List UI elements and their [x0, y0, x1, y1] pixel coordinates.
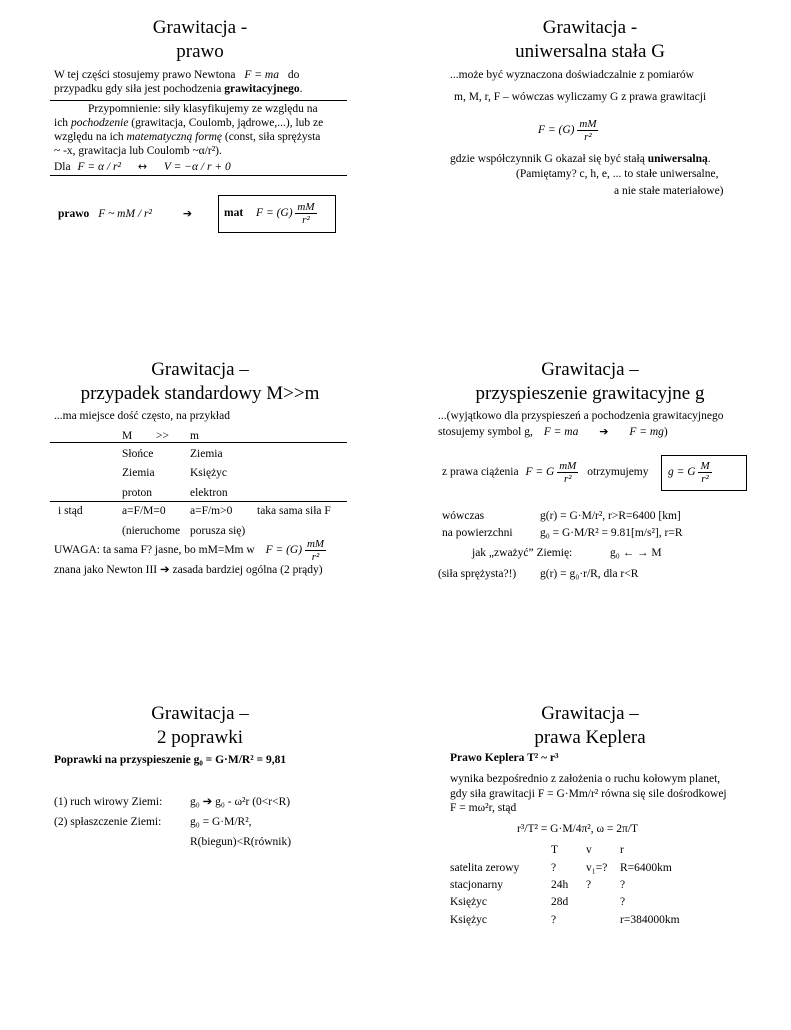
fraction — [295, 201, 316, 226]
fraction-denominator: r² — [302, 213, 310, 226]
text-line: i stąd — [58, 505, 83, 517]
text-line: g₀ = G·M/R², — [190, 816, 252, 828]
text-line: (2) spłaszczenie Ziemi: — [54, 816, 162, 828]
table-cell: elektron — [190, 487, 228, 499]
text-segment: . — [707, 153, 711, 165]
fraction-denominator: r² — [584, 130, 592, 143]
fraction — [577, 118, 598, 143]
divider — [50, 100, 347, 101]
text-segment: przypadku gdy siła jest pochodzenia — [54, 83, 222, 95]
bold-heading: Poprawki na przyspieszenie g₀ = G·M/R² = 9,81 — [54, 754, 287, 766]
fraction — [557, 460, 578, 485]
text-line: a=F/M=0 — [122, 505, 166, 517]
title-line-2: uniwersalna stała G — [515, 41, 665, 62]
text-line: g₀ ➔ g₀ - ω²r (0<r<R) — [190, 796, 291, 808]
text-line — [442, 458, 649, 486]
italic-term: pochodzenie — [70, 117, 129, 129]
text-line: g₀ ← → M — [610, 547, 662, 559]
slide-standard-case — [10, 356, 390, 686]
text-line — [58, 207, 192, 221]
text-line — [54, 82, 302, 96]
slide-gravitational-acceleration — [400, 356, 780, 686]
bold-term: uniwersalną — [647, 153, 708, 165]
text-line: na powierzchni — [442, 527, 513, 539]
table-cell: ? — [620, 896, 626, 908]
text-line: wynika bezpośrednio z założenia o ruchu kołowym planet, — [450, 773, 721, 785]
text-line: gdy siła grawitacji F = G·Mm/r² równa się sile dośrodkowej — [450, 788, 727, 800]
table-row-label: satelita zerowy — [450, 862, 520, 874]
text-segment: względu na ich — [54, 131, 124, 143]
text-segment: UWAGA: ta sama F? jasne, bo mM=Mm w — [54, 544, 255, 556]
bold-term: grawitacyjnego — [224, 83, 300, 95]
text-segment: z prawa ciążenia — [442, 466, 519, 478]
gravity-equation: F = G — [525, 466, 555, 478]
gravity-equation: F = (G) — [265, 544, 303, 556]
table-cell: 28d — [551, 896, 569, 908]
text-line: R(biegun)<R(równik) — [190, 836, 292, 848]
text-line: (Pamiętamy? c, h, e, ... to stałe uniwersalne, — [516, 168, 719, 180]
arrow-right-icon: ➔ — [599, 425, 609, 438]
text-line — [54, 753, 286, 767]
weight-equation: F = mg — [629, 426, 664, 438]
title-line-1: Grawitacja – — [151, 359, 249, 380]
text-line — [54, 160, 231, 174]
text-segment: . — [299, 83, 303, 95]
text-line: a=F/m>0 — [190, 505, 233, 517]
title-line-1: Grawitacja – — [541, 359, 639, 380]
fraction-numerator: mM — [297, 200, 315, 213]
title-line-1: Grawitacja - — [542, 17, 638, 38]
table-header: v — [586, 844, 592, 856]
text-segment: ) — [663, 426, 668, 438]
slide-title — [400, 358, 780, 406]
text-line: g(r) = g₀·r/R, dla r<R — [540, 568, 639, 580]
bold-term: prawo — [58, 208, 90, 220]
text-line: ...ma miejsce dość często, na przykład — [54, 410, 230, 422]
text-line: wówczas — [442, 510, 485, 522]
table-header: r — [620, 844, 624, 856]
slide-two-corrections — [10, 700, 390, 1030]
table-header: T — [551, 844, 559, 856]
table-cell: v₁=? — [586, 862, 608, 874]
text-segment: gdzie współczynnik G okazał się być stałą — [450, 153, 645, 165]
text-line — [438, 425, 668, 439]
table-row-label: Księżyc — [450, 914, 488, 926]
divider — [50, 501, 347, 502]
italic-term: matematyczną formę — [126, 131, 222, 143]
slide-kepler-laws — [400, 700, 780, 1030]
fraction-numerator: mM — [306, 537, 325, 550]
divider — [50, 175, 347, 176]
slide-title — [10, 702, 390, 750]
text-line — [54, 68, 299, 82]
table-cell: r=384000km — [620, 914, 680, 926]
text-line: Przypomnienie: siły klasyfikujemy ze względu na — [88, 103, 318, 115]
table-header: m — [190, 430, 199, 442]
gravity-equation: F = (G) — [538, 124, 575, 136]
table-cell: proton — [122, 487, 153, 499]
text-line: F = mω²r, stąd — [450, 802, 517, 814]
divider — [50, 442, 347, 443]
bold-term: mat — [224, 207, 244, 219]
text-line: (nieruchome — [122, 525, 181, 537]
text-line: (siła sprężysta?!) — [438, 568, 517, 580]
fraction-numerator: mM — [559, 459, 577, 472]
table-row-label: Księżyc — [450, 896, 488, 908]
title-line-2: przypadek standardowy M>>m — [80, 383, 320, 404]
table-cell: Ziemia — [122, 467, 155, 479]
text-line: (1) ruch wirowy Ziemi: — [54, 796, 163, 808]
text-line — [54, 116, 323, 130]
text-line — [450, 751, 558, 765]
newton-equation: F = ma — [543, 426, 579, 438]
table-cell: ? — [586, 879, 592, 891]
text-line: ...(wyjątkowo dla przyspieszeń a pochodzenia grawitacyjnego — [438, 410, 724, 422]
text-line — [668, 458, 712, 486]
fraction-denominator: r² — [701, 472, 709, 485]
title-line-2: przyspieszenie grawitacyjne g — [475, 383, 705, 404]
slide-universal-constant — [400, 14, 780, 344]
text-line: jak „zważyć” Ziemię: — [472, 547, 573, 559]
fraction — [305, 538, 326, 563]
table-cell: 24h — [551, 879, 569, 891]
gravity-equation: F = (G) — [256, 207, 293, 219]
newton-equation: F = ma — [244, 69, 279, 81]
acceleration-equation: g = G — [668, 466, 696, 478]
fraction — [698, 460, 711, 485]
bold-heading: Prawo Keplera T² ~ r³ — [450, 752, 559, 764]
table-header: >> — [156, 430, 169, 442]
table-cell: Słońce — [122, 448, 154, 460]
text-line: g₀ = G·M/R² = 9.81[m/s²], r=R — [540, 527, 683, 539]
fraction-numerator: M — [700, 459, 710, 472]
slide-title — [10, 358, 390, 406]
text-line: r³/T² = G·M/4π², ω = 2π/T — [517, 823, 639, 835]
title-line-2: prawo — [176, 41, 224, 62]
table-row-label: stacjonarny — [450, 879, 504, 891]
table-cell: Ziemia — [190, 448, 223, 460]
text-line: ~ -x, grawitacja lub Coulomb ~α/r²). — [54, 145, 222, 157]
text-line — [224, 199, 317, 227]
text-line — [54, 130, 320, 144]
table-cell: R=6400km — [620, 862, 672, 874]
text-line: taka sama siła F — [257, 505, 331, 517]
text-line: znana jako Newton III ➔ zasada bardziej ogólna (2 prądy) — [54, 564, 323, 576]
text-segment: W tej części stosujemy prawo Newtona — [54, 69, 236, 81]
text-line: a nie stałe materiałowe) — [614, 185, 724, 197]
title-line-1: Grawitacja – — [151, 703, 249, 724]
text-segment: (grawitacja, Coulomb, jądrowe,...), lub ze — [131, 117, 324, 129]
table-cell: ? — [620, 879, 626, 891]
arrow-right-icon: ➔ — [182, 207, 193, 220]
slide-gravity-law — [10, 14, 390, 344]
potential-equation: V = −α / r + 0 — [163, 161, 231, 173]
title-line-1: Grawitacja – — [541, 703, 639, 724]
text-line — [538, 116, 598, 144]
table-cell: ? — [551, 914, 557, 926]
force-equation: F = α / r² — [77, 161, 121, 173]
slide-title — [400, 16, 780, 64]
text-line — [450, 152, 711, 166]
text-segment: otrzymujemy — [587, 466, 649, 478]
proportional-equation: F ~ mM / r² — [98, 208, 152, 220]
slide-title — [400, 702, 780, 750]
text-line: m, M, r, F – wówczas wyliczamy G z prawa grawitacji — [454, 91, 707, 103]
text-segment: (const, siła sprężysta — [224, 131, 321, 143]
double-arrow-icon: ↔ — [137, 160, 148, 173]
text-segment: stosujemy symbol g, — [438, 426, 533, 438]
text-segment: Dla — [54, 161, 71, 173]
text-segment: do — [287, 69, 300, 81]
table-cell: Księżyc — [190, 467, 228, 479]
text-line: g(r) = G·M/r², r>R=6400 [km] — [540, 510, 681, 522]
fraction-denominator: r² — [311, 550, 320, 563]
title-line-2: 2 poprawki — [156, 727, 243, 748]
text-line — [54, 536, 326, 564]
slide-title — [10, 16, 390, 64]
title-line-2: prawa Keplera — [534, 727, 646, 748]
text-segment: ich — [54, 117, 69, 129]
table-cell: ? — [551, 862, 557, 874]
table-header: M — [122, 430, 133, 442]
title-line-1: Grawitacja - — [152, 17, 248, 38]
fraction-denominator: r² — [563, 472, 572, 485]
text-line: porusza się) — [190, 525, 246, 537]
fraction-numerator: mM — [579, 117, 597, 130]
text-line: ...może być wyznaczona doświadczalnie z pomiarów — [450, 69, 694, 81]
